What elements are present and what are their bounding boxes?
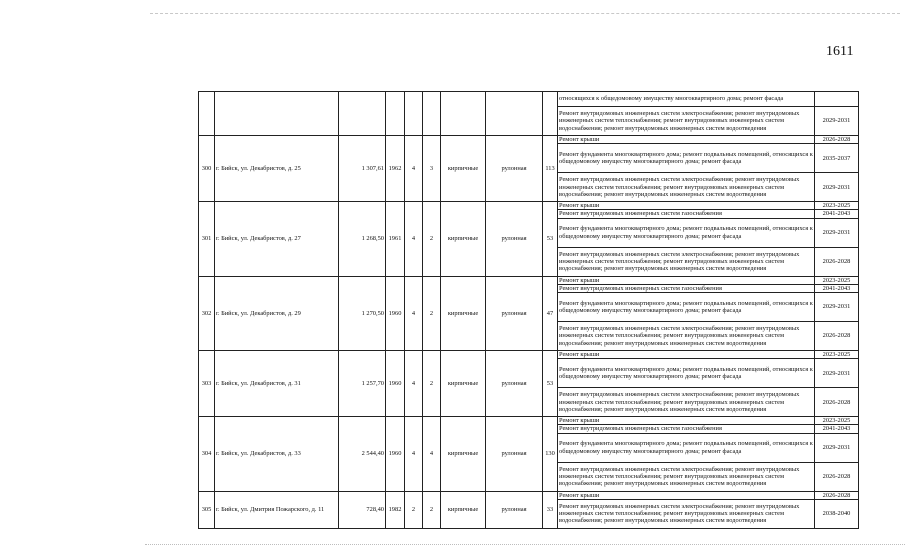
address: г. Бийск, ул. Декабристов, д. 29 xyxy=(215,276,339,350)
entrances: 2 xyxy=(423,202,441,276)
work-period: 2026-2028 xyxy=(815,136,859,144)
build-year: 1960 xyxy=(386,276,405,350)
table-row xyxy=(199,351,859,359)
work-period: 2026-2028 xyxy=(815,462,859,491)
work-period: 2029-2031 xyxy=(815,173,859,202)
entrances: 4 xyxy=(423,417,441,491)
address: г. Бийск, ул. Декабристов, д. 25 xyxy=(215,136,339,202)
work-period: 2041-2043 xyxy=(815,425,859,433)
build-year-cell xyxy=(386,92,405,136)
address: г. Бийск, ул. Декабристов, д. 31 xyxy=(215,351,339,417)
scan-artifact-bottom xyxy=(145,544,905,545)
roof-type: рулонная xyxy=(486,276,543,350)
table-row xyxy=(199,202,859,210)
work-type: Ремонт крыши xyxy=(558,417,815,425)
build-year: 1960 xyxy=(386,417,405,491)
wall-material: кирпичные xyxy=(441,417,486,491)
address: г. Бийск, ул. Декабристов, д. 33 xyxy=(215,417,339,491)
roof-type: рулонная xyxy=(486,351,543,417)
table-row xyxy=(199,136,859,144)
roof-type: рулонная xyxy=(486,417,543,491)
row-number: 304 xyxy=(199,417,215,491)
page-number: 1611 xyxy=(826,44,854,59)
work-period: 2026-2028 xyxy=(815,247,859,276)
work-type: Ремонт крыши xyxy=(558,136,815,144)
floors-cell xyxy=(405,92,423,136)
work-type: Ремонт внутридомовых инженерных систем электроснабжения; ремонт внутридомовых инженерных систем теплоснабжения; ремонт внутридомовых инженерных систем водоснабжения; ремонт внутридомовых инженерных систем водоотведения xyxy=(558,107,815,136)
table-body xyxy=(199,92,859,529)
total-area: 1 270,50 xyxy=(339,276,386,350)
row-number: 303 xyxy=(199,351,215,417)
work-type: Ремонт фундамента многоквартирного дома; ремонт подвальных помещений, относящихся к общедомовому имуществу многоквартирного дома; ремонт фасада xyxy=(558,359,815,388)
table-row xyxy=(199,491,859,499)
work-type: Ремонт внутридомовых инженерных систем электроснабжения; ремонт внутридомовых инженерных систем теплоснабжения; ремонт внутридомовых инженерных систем водоснабжения; ремонт внутридомовых инженерных систем водоотведения xyxy=(558,462,815,491)
work-period: 2023-2025 xyxy=(815,276,859,284)
work-type: Ремонт внутридомовых инженерных систем газоснабжения xyxy=(558,425,815,433)
total-area: 1 257,70 xyxy=(339,351,386,417)
work-period: 2038-2040 xyxy=(815,499,859,528)
build-year: 1982 xyxy=(386,491,405,528)
wall-material: кирпичные xyxy=(441,276,486,350)
roof-type: рулонная xyxy=(486,136,543,202)
floors: 2 xyxy=(405,491,423,528)
row-number: 302 xyxy=(199,276,215,350)
entrances-cell xyxy=(423,92,441,136)
build-year: 1962 xyxy=(386,136,405,202)
residents: 53 xyxy=(543,351,558,417)
floors: 4 xyxy=(405,351,423,417)
work-period: 2023-2025 xyxy=(815,351,859,359)
residents: 33 xyxy=(543,491,558,528)
floors: 4 xyxy=(405,417,423,491)
work-period: 2041-2043 xyxy=(815,210,859,218)
row-number-cell xyxy=(199,92,215,136)
table-row xyxy=(199,276,859,284)
floors: 4 xyxy=(405,276,423,350)
wall-material: кирпичные xyxy=(441,202,486,276)
wall-material-cell xyxy=(441,92,486,136)
work-type: Ремонт фундамента многоквартирного дома; ремонт подвальных помещений, относящихся к общедомовому имуществу многоквартирного дома; ремонт фасада xyxy=(558,293,815,322)
entrances: 2 xyxy=(423,491,441,528)
residents: 53 xyxy=(543,202,558,276)
work-type: Ремонт внутридомовых инженерных систем электроснабжения; ремонт внутридомовых инженерных систем теплоснабжения; ремонт внутридомовых инженерных систем водоснабжения; ремонт внутридомовых инженерных систем водоотведения xyxy=(558,247,815,276)
table-row xyxy=(199,92,859,107)
work-type: Ремонт внутридомовых инженерных систем электроснабжения; ремонт внутридомовых инженерных систем теплоснабжения; ремонт внутридомовых инженерных систем водоснабжения; ремонт внутридомовых инженерных систем водоотведения xyxy=(558,173,815,202)
work-period: 2029-2031 xyxy=(815,218,859,247)
work-period: 2041-2043 xyxy=(815,284,859,292)
roof-type: рулонная xyxy=(486,202,543,276)
work-period: 2029-2031 xyxy=(815,107,859,136)
scan-artifact-top xyxy=(150,13,900,14)
work-type: Ремонт крыши xyxy=(558,351,815,359)
address: г. Бийск, ул. Дмитрия Пожарского, д. 11 xyxy=(215,491,339,528)
total-area: 1 307,61 xyxy=(339,136,386,202)
work-period: 2023-2025 xyxy=(815,417,859,425)
table-row xyxy=(199,417,859,425)
total-area: 728,40 xyxy=(339,491,386,528)
residents: 113 xyxy=(543,136,558,202)
entrances: 2 xyxy=(423,351,441,417)
roof-type: рулонная xyxy=(486,491,543,528)
residents: 47 xyxy=(543,276,558,350)
work-period: 2026-2028 xyxy=(815,388,859,417)
work-type: Ремонт внутридомовых инженерных систем электроснабжения; ремонт внутридомовых инженерных систем теплоснабжения; ремонт внутридомовых инженерных систем водоснабжения; ремонт внутридомовых инженерных систем водоотведения xyxy=(558,322,815,351)
wall-material: кирпичные xyxy=(441,491,486,528)
work-period: 2029-2031 xyxy=(815,293,859,322)
wall-material: кирпичные xyxy=(441,351,486,417)
housing-repair-table xyxy=(198,91,859,529)
total-area: 2 544,40 xyxy=(339,417,386,491)
work-period: 2029-2031 xyxy=(815,433,859,462)
build-year: 1961 xyxy=(386,202,405,276)
work-type: относящихся к общедомовому имуществу многоквартирного дома; ремонт фасада xyxy=(558,92,815,107)
work-type: Ремонт внутридомовых инженерных систем электроснабжения; ремонт внутридомовых инженерных систем теплоснабжения; ремонт внутридомовых инженерных систем водоснабжения; ремонт внутридомовых инженерных систем водоотведения xyxy=(558,499,815,528)
wall-material: кирпичные xyxy=(441,136,486,202)
work-period: 2026-2028 xyxy=(815,491,859,499)
work-type: Ремонт фундамента многоквартирного дома; ремонт подвальных помещений, относящихся к общедомовому имуществу многоквартирного дома; ремонт фасада xyxy=(558,144,815,173)
row-number: 305 xyxy=(199,491,215,528)
residents-cell xyxy=(543,92,558,136)
residents: 130 xyxy=(543,417,558,491)
total-area: 1 268,50 xyxy=(339,202,386,276)
work-period: 2023-2025 xyxy=(815,202,859,210)
row-number: 301 xyxy=(199,202,215,276)
floors: 4 xyxy=(405,202,423,276)
work-period: 2026-2028 xyxy=(815,322,859,351)
roof-type-cell xyxy=(486,92,543,136)
work-type: Ремонт крыши xyxy=(558,491,815,499)
row-number: 300 xyxy=(199,136,215,202)
work-type: Ремонт крыши xyxy=(558,276,815,284)
work-type: Ремонт фундамента многоквартирного дома; ремонт подвальных помещений, относящихся к общедомовому имуществу многоквартирного дома; ремонт фасада xyxy=(558,433,815,462)
work-period xyxy=(815,92,859,107)
work-period: 2035-2037 xyxy=(815,144,859,173)
address: г. Бийск, ул. Декабристов, д. 27 xyxy=(215,202,339,276)
entrances: 2 xyxy=(423,276,441,350)
work-period: 2029-2031 xyxy=(815,359,859,388)
address-cell xyxy=(215,92,339,136)
work-type: Ремонт внутридомовых инженерных систем электроснабжения; ремонт внутридомовых инженерных систем теплоснабжения; ремонт внутридомовых инженерных систем водоснабжения; ремонт внутридомовых инженерных систем водоотведения xyxy=(558,388,815,417)
work-type: Ремонт фундамента многоквартирного дома; ремонт подвальных помещений, относящихся к общедомовому имуществу многоквартирного дома; ремонт фасада xyxy=(558,218,815,247)
work-type: Ремонт крыши xyxy=(558,202,815,210)
work-type: Ремонт внутридомовых инженерных систем газоснабжения xyxy=(558,210,815,218)
work-type: Ремонт внутридомовых инженерных систем газоснабжения xyxy=(558,284,815,292)
build-year: 1960 xyxy=(386,351,405,417)
entrances: 3 xyxy=(423,136,441,202)
area-cell xyxy=(339,92,386,136)
floors: 4 xyxy=(405,136,423,202)
